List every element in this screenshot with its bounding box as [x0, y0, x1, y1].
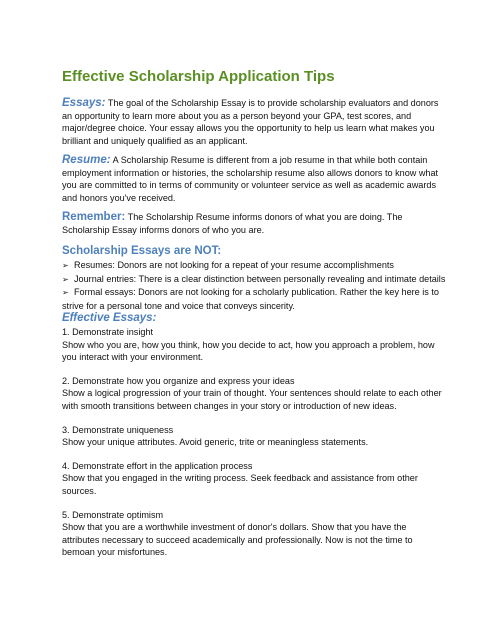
resume-section — [62, 154, 446, 204]
item-body: Show your unique attributes. Avoid generic, trite or meaningless statements. — [62, 437, 369, 448]
list-item — [62, 460, 446, 498]
remember-section — [62, 211, 446, 236]
bullet-text: Resumes: Donors are not looking for a repeat of your resume accomplishments — [74, 260, 394, 270]
list-item — [62, 375, 446, 413]
effective-section — [62, 311, 446, 559]
list-item — [62, 273, 446, 287]
item-body: Show that you engaged in the writing process. Seek feedback and assistance from other sources. — [62, 473, 418, 496]
item-body: Show who you are, how you think, how you decide to act, how you approach a problem, how you interact with your environment. — [62, 339, 435, 363]
resume-text: A Scholarship Resume is different from a job resume in that while both contain employment information or histories, the scholarship resume also allows donors to know what you are committed to in terms of community or volunteer service as well as academic awards and honors you've received. — [62, 155, 439, 203]
bullet-text: Formal essays: Donors are not looking for a scholarly publication. Rather the key here is to — [74, 287, 439, 298]
item-title: 5. Demonstrate optimism — [62, 509, 164, 520]
arrow-bullet-icon: ➢ — [62, 288, 69, 298]
list-item — [62, 259, 446, 273]
effective-heading: Effective Essays: — [62, 312, 157, 324]
arrow-bullet-icon: ➢ — [62, 261, 69, 270]
list-item — [62, 286, 446, 300]
arrow-bullet-icon: ➢ — [62, 274, 69, 284]
item-title: 3. Demonstrate uniqueness — [62, 424, 174, 435]
essays-section — [62, 97, 446, 147]
list-item — [62, 326, 446, 364]
item-title: 1. Demonstrate insight — [62, 327, 153, 337]
page-title: Effective Scholarship Application Tips — [62, 68, 335, 85]
resume-label: Resume: — [62, 154, 111, 166]
essays-text: The goal of the Scholarship Essay is to provide scholarship evaluators and donors an opportunity to learn more about you as a person beyond your GPA, test scores, and major/degree choice. Your essay allows you the opportunity to help us learn what makes you brilliant and uniquely qualified as an applicant. — [62, 98, 439, 146]
not-section — [62, 244, 446, 312]
essays-label: Essays: — [62, 97, 106, 109]
list-item — [62, 509, 446, 559]
item-body: Show a logical progression of your train of thought. Your sentences should relate to each other with smooth transitions between changes in your story or introduction of new ideas. — [62, 388, 442, 411]
bullet-continuation: strive for a personal tone and voice that conveys sincerity. — [62, 300, 295, 311]
remember-text: The Scholarship Resume informs donors of what you are doing. The Scholarship Essay informs donors of who you are. — [62, 212, 403, 235]
not-heading: Scholarship Essays are NOT: — [62, 245, 222, 257]
remember-label: Remember: — [62, 211, 126, 223]
item-title: 2. Demonstrate how you organize and express your ideas — [62, 375, 295, 386]
list-item — [62, 424, 446, 449]
item-title: 4. Demonstrate effort in the application process — [62, 460, 253, 471]
item-body: Show that you are a worthwhile investment of donor's dollars. Show that you have the attributes necessary to succeed academically and professionally. Now is not the time to bemoan your misfortunes. — [62, 522, 413, 558]
bullet-text: Journal entries: There is a clear distinction between personally revealing and intimate details — [74, 273, 446, 284]
